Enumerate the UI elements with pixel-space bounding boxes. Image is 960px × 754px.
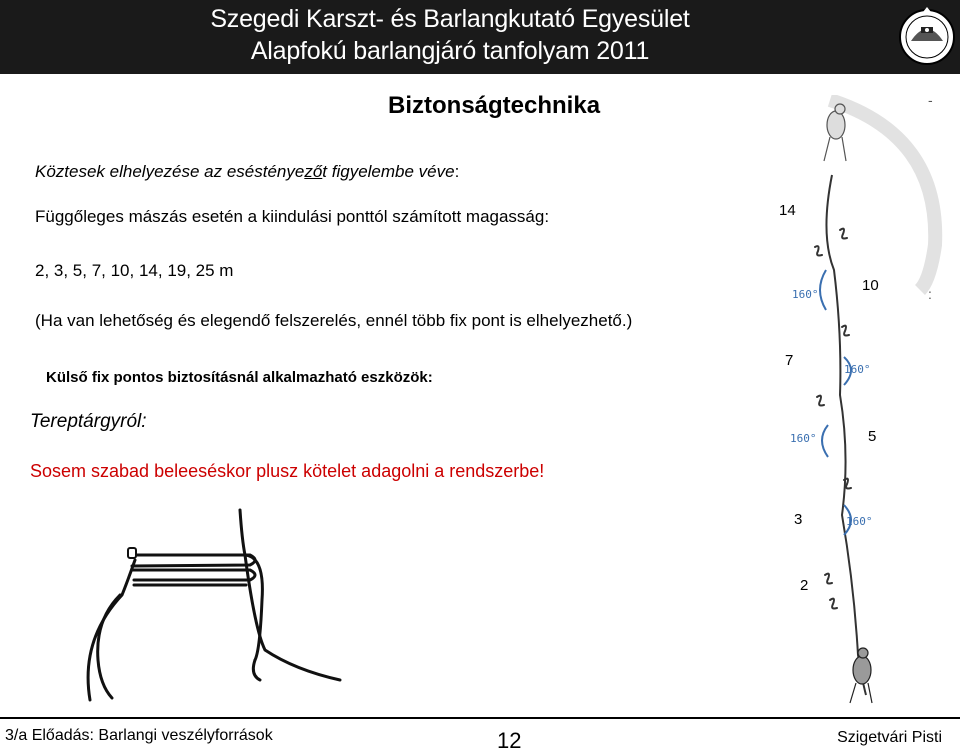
intermediate-points-label: Köztesek elhelyezése az esésténye xyxy=(35,162,305,181)
club-logo-icon xyxy=(897,3,957,69)
intermediate-points-colon: : xyxy=(454,162,460,181)
margin-mark: - xyxy=(928,95,933,108)
header-bar xyxy=(0,0,960,74)
warning-text: Sosem szabad beleeséskor plusz kötelet adagolni a rendszerbe! xyxy=(30,461,545,481)
height-label-2: 2 xyxy=(800,577,809,594)
height-label-14: 14 xyxy=(779,202,796,219)
fall-factor-climbing-diagram xyxy=(770,95,960,710)
intermediate-points-rest: t figyelembe véve xyxy=(322,162,455,181)
paragraph-intermediate-points xyxy=(35,162,459,182)
margin-mark: : xyxy=(928,286,932,302)
angle-label: 160° xyxy=(846,515,873,528)
height-label-3: 3 xyxy=(794,511,803,528)
height-label-7: 7 xyxy=(785,352,794,369)
angle-label: 160° xyxy=(844,363,871,376)
paragraph-from-terrain: Tereptárgyról: xyxy=(30,411,147,432)
paragraph-note: (Ha van lehetőség és elegendő felszerelés, ennél több fix pont is elhelyezhető.) xyxy=(35,311,633,330)
paragraph-vertical-climbing: Függőleges mászás esetén a kiindulási ponttól számított magasság: xyxy=(35,207,550,226)
slide-title: Biztonságtechnika xyxy=(388,92,601,119)
footer-divider xyxy=(0,717,960,719)
height-label-5: 5 xyxy=(868,428,877,445)
angle-label: 160° xyxy=(790,432,817,445)
page-number: 12 xyxy=(497,728,522,753)
paragraph-height-list: 2, 3, 5, 7, 10, 14, 19, 25 m xyxy=(35,261,234,280)
header-title: Szegedi Karszt- és Barlangkutató Egyesület xyxy=(210,5,690,33)
height-label-10: 10 xyxy=(862,277,879,294)
footer-lecture: 3/a Előadás: Barlangi veszélyforrások xyxy=(5,727,273,744)
intermediate-points-underlined: ző xyxy=(304,162,323,181)
paragraph-external-anchor-tools: Külső fix pontos biztosításnál alkalmazható eszközök: xyxy=(46,369,433,386)
sling-around-rock-illustration xyxy=(50,500,345,710)
angle-label: 160° xyxy=(792,288,819,301)
footer-author: Szigetvári Pisti xyxy=(837,729,942,746)
header-subtitle: Alapfokú barlangjáró tanfolyam 2011 xyxy=(250,37,650,65)
